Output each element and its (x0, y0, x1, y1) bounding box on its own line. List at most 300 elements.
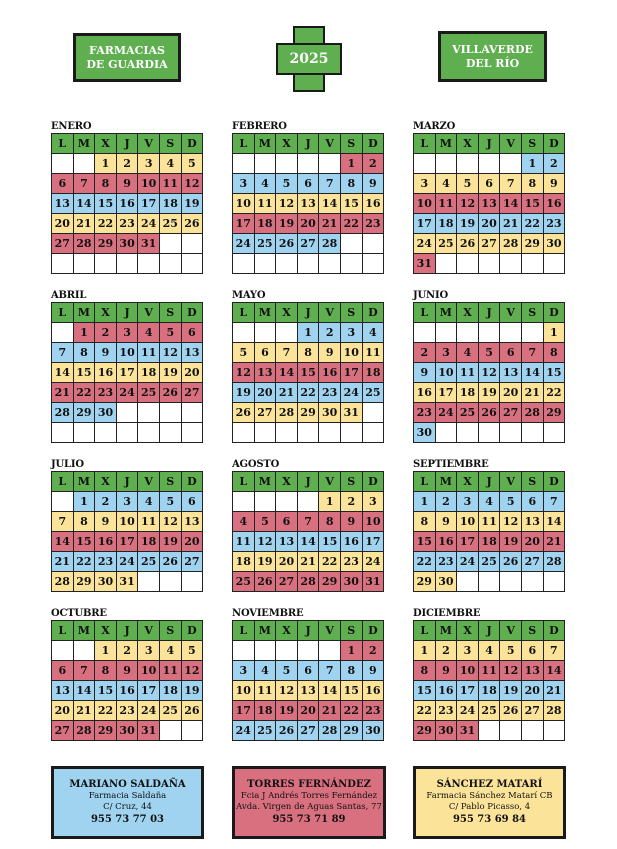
day-cell: 10 (363, 512, 385, 532)
month-name: ENERO (51, 121, 92, 132)
day-cell: 12 (479, 363, 501, 383)
weekday-header: D (544, 472, 566, 492)
day-cell: 2 (117, 154, 139, 174)
weekday-header: J (298, 472, 320, 492)
day-cell: 13 (52, 194, 74, 214)
day-cell: 24 (233, 721, 255, 741)
day-cell: 22 (95, 701, 117, 721)
day-cell: 5 (479, 343, 501, 363)
day-cell: 15 (95, 681, 117, 701)
empty-cell (414, 154, 436, 174)
day-cell: 8 (95, 661, 117, 681)
weekday-header: J (479, 472, 501, 492)
day-cell: 18 (138, 363, 160, 383)
weekday-header: L (52, 472, 74, 492)
day-cell: 14 (522, 363, 544, 383)
month-day-grid (413, 620, 565, 741)
weekday-header: M (436, 472, 458, 492)
day-cell: 8 (341, 174, 363, 194)
day-cell: 29 (414, 572, 436, 592)
day-cell: 16 (117, 194, 139, 214)
day-cell: 1 (319, 492, 341, 512)
day-cell: 25 (255, 721, 277, 741)
day-cell: 8 (341, 661, 363, 681)
day-cell: 18 (363, 363, 385, 383)
empty-cell (255, 323, 277, 343)
weekday-header: X (457, 472, 479, 492)
day-cell: 18 (233, 552, 255, 572)
empty-cell (363, 423, 385, 443)
month-name: AGOSTO (232, 459, 280, 470)
day-cell: 17 (233, 214, 255, 234)
weekday-header: S (341, 134, 363, 154)
weekday-header: L (233, 303, 255, 323)
empty-cell (276, 323, 298, 343)
day-cell: 6 (522, 492, 544, 512)
day-cell: 31 (414, 254, 436, 274)
empty-cell (319, 254, 341, 274)
weekday-header: V (319, 472, 341, 492)
day-cell: 30 (414, 423, 436, 443)
weekday-header: X (95, 303, 117, 323)
empty-cell (363, 403, 385, 423)
day-cell: 15 (95, 194, 117, 214)
empty-cell (522, 254, 544, 274)
pharmacy-name: SÁNCHEZ MATARÍ (436, 779, 543, 790)
day-cell: 26 (500, 701, 522, 721)
day-cell: 10 (457, 512, 479, 532)
month-day-grid (51, 133, 203, 274)
weekday-header: S (522, 472, 544, 492)
day-cell: 23 (341, 552, 363, 572)
day-cell: 10 (233, 194, 255, 214)
day-cell: 24 (457, 552, 479, 572)
empty-cell (117, 423, 139, 443)
day-cell: 21 (74, 214, 96, 234)
empty-cell (138, 403, 160, 423)
day-cell: 2 (436, 641, 458, 661)
day-cell: 7 (276, 343, 298, 363)
day-cell: 21 (319, 701, 341, 721)
day-cell: 19 (233, 383, 255, 403)
weekday-header: M (436, 621, 458, 641)
empty-cell (479, 254, 501, 274)
day-cell: 30 (436, 721, 458, 741)
day-cell: 8 (319, 512, 341, 532)
day-cell: 16 (95, 532, 117, 552)
day-cell: 14 (500, 194, 522, 214)
weekday-header: X (276, 621, 298, 641)
empty-cell (436, 254, 458, 274)
day-cell: 17 (341, 363, 363, 383)
weekday-header: X (95, 621, 117, 641)
weekday-header: M (74, 621, 96, 641)
day-cell: 11 (479, 661, 501, 681)
day-cell: 7 (319, 174, 341, 194)
weekday-header: M (255, 303, 277, 323)
day-cell: 9 (117, 661, 139, 681)
day-cell: 9 (341, 512, 363, 532)
empty-cell (182, 721, 204, 741)
day-cell: 23 (363, 701, 385, 721)
day-cell: 4 (160, 641, 182, 661)
day-cell: 26 (276, 234, 298, 254)
day-cell: 14 (319, 194, 341, 214)
day-cell: 29 (341, 721, 363, 741)
empty-cell (363, 234, 385, 254)
town-box (438, 31, 547, 82)
empty-cell (52, 254, 74, 274)
day-cell: 17 (363, 532, 385, 552)
day-cell: 24 (341, 383, 363, 403)
empty-cell (74, 154, 96, 174)
empty-cell (117, 403, 139, 423)
day-cell: 18 (457, 383, 479, 403)
day-cell: 27 (522, 701, 544, 721)
day-cell: 20 (182, 532, 204, 552)
day-cell: 3 (414, 174, 436, 194)
day-cell: 1 (74, 492, 96, 512)
weekday-header: X (457, 134, 479, 154)
day-cell: 7 (522, 343, 544, 363)
day-cell: 7 (74, 174, 96, 194)
empty-cell (233, 254, 255, 274)
day-cell: 30 (544, 234, 566, 254)
weekday-header: D (363, 303, 385, 323)
day-cell: 4 (233, 512, 255, 532)
empty-cell (544, 721, 566, 741)
empty-cell (138, 254, 160, 274)
day-cell: 22 (522, 214, 544, 234)
title-line-1: FARMACIAS (89, 43, 165, 57)
day-cell: 4 (479, 641, 501, 661)
day-cell: 4 (255, 174, 277, 194)
day-cell: 21 (276, 383, 298, 403)
day-cell: 29 (95, 234, 117, 254)
weekday-header: J (117, 134, 139, 154)
day-cell: 2 (436, 492, 458, 512)
day-cell: 10 (414, 194, 436, 214)
day-cell: 27 (298, 234, 320, 254)
day-cell: 22 (414, 552, 436, 572)
day-cell: 20 (255, 383, 277, 403)
weekday-header: V (138, 621, 160, 641)
day-cell: 19 (479, 383, 501, 403)
day-cell: 6 (182, 323, 204, 343)
weekday-header: M (436, 303, 458, 323)
weekday-header: D (182, 303, 204, 323)
day-cell: 28 (500, 234, 522, 254)
day-cell: 30 (117, 721, 139, 741)
day-cell: 5 (182, 641, 204, 661)
month-abril (51, 290, 203, 443)
day-cell: 18 (436, 214, 458, 234)
day-cell: 2 (363, 154, 385, 174)
day-cell: 15 (74, 363, 96, 383)
day-cell: 6 (500, 343, 522, 363)
day-cell: 11 (233, 532, 255, 552)
day-cell: 28 (544, 701, 566, 721)
day-cell: 15 (298, 363, 320, 383)
day-cell: 7 (500, 174, 522, 194)
weekday-header: M (255, 621, 277, 641)
empty-cell (436, 154, 458, 174)
day-cell: 3 (117, 492, 139, 512)
day-cell: 15 (341, 681, 363, 701)
day-cell: 8 (74, 512, 96, 532)
empty-cell (500, 154, 522, 174)
day-cell: 6 (255, 343, 277, 363)
empty-cell (182, 254, 204, 274)
weekday-header: S (341, 621, 363, 641)
weekday-header: D (363, 472, 385, 492)
day-cell: 5 (182, 154, 204, 174)
day-cell: 19 (500, 681, 522, 701)
day-cell: 21 (522, 383, 544, 403)
day-cell: 23 (414, 403, 436, 423)
weekday-header: L (233, 621, 255, 641)
empty-cell (500, 572, 522, 592)
day-cell: 1 (298, 323, 320, 343)
day-cell: 23 (436, 701, 458, 721)
weekday-header: J (117, 472, 139, 492)
day-cell: 31 (138, 721, 160, 741)
weekday-header: X (276, 134, 298, 154)
day-cell: 1 (522, 154, 544, 174)
day-cell: 13 (298, 194, 320, 214)
weekday-header: J (479, 303, 501, 323)
weekday-header: S (522, 303, 544, 323)
empty-cell (298, 154, 320, 174)
day-cell: 21 (52, 383, 74, 403)
day-cell: 5 (276, 174, 298, 194)
weekday-header: L (414, 303, 436, 323)
day-cell: 22 (74, 383, 96, 403)
day-cell: 14 (52, 532, 74, 552)
month-marzo (413, 121, 565, 274)
day-cell: 12 (160, 512, 182, 532)
day-cell: 21 (500, 214, 522, 234)
day-cell: 19 (500, 532, 522, 552)
day-cell: 29 (74, 572, 96, 592)
empty-cell (522, 323, 544, 343)
month-name: MARZO (413, 121, 456, 132)
weekday-header: X (457, 303, 479, 323)
pharmacy-cross-logo (276, 26, 342, 92)
day-cell: 6 (298, 661, 320, 681)
empty-cell (457, 254, 479, 274)
empty-cell (479, 572, 501, 592)
month-name: FEBRERO (232, 121, 287, 132)
month-day-grid (232, 302, 384, 443)
day-cell: 28 (298, 572, 320, 592)
empty-cell (436, 423, 458, 443)
weekday-header: X (95, 134, 117, 154)
empty-cell (500, 721, 522, 741)
day-cell: 22 (341, 214, 363, 234)
pharmacy-phone: 955 73 77 03 (90, 814, 165, 825)
weekday-header: J (479, 134, 501, 154)
day-cell: 8 (95, 174, 117, 194)
day-cell: 17 (436, 383, 458, 403)
weekday-header: X (457, 621, 479, 641)
day-cell: 7 (52, 343, 74, 363)
day-cell: 24 (414, 234, 436, 254)
day-cell: 29 (544, 403, 566, 423)
day-cell: 26 (160, 383, 182, 403)
day-cell: 15 (414, 681, 436, 701)
empty-cell (276, 254, 298, 274)
town-line-1: VILLAVERDE (452, 42, 533, 56)
day-cell: 20 (52, 214, 74, 234)
empty-cell (319, 154, 341, 174)
weekday-header: M (255, 472, 277, 492)
empty-cell (298, 641, 320, 661)
day-cell: 16 (117, 681, 139, 701)
weekday-header: D (182, 134, 204, 154)
day-cell: 8 (544, 343, 566, 363)
title-line-2: DE GUARDIA (86, 57, 168, 71)
day-cell: 3 (457, 641, 479, 661)
empty-cell (160, 572, 182, 592)
empty-cell (276, 423, 298, 443)
weekday-header: L (414, 134, 436, 154)
day-cell: 25 (457, 403, 479, 423)
day-cell: 5 (500, 641, 522, 661)
day-cell: 28 (319, 234, 341, 254)
empty-cell (479, 721, 501, 741)
month-name: SEPTIEMBRE (413, 459, 489, 470)
weekday-header: S (341, 472, 363, 492)
title-box (73, 33, 181, 82)
day-cell: 14 (544, 661, 566, 681)
weekday-header: J (298, 134, 320, 154)
weekday-header: V (319, 303, 341, 323)
day-cell: 22 (298, 383, 320, 403)
weekday-header: V (138, 472, 160, 492)
day-cell: 22 (341, 701, 363, 721)
empty-cell (52, 641, 74, 661)
day-cell: 8 (74, 343, 96, 363)
day-cell: 23 (95, 552, 117, 572)
day-cell: 6 (52, 174, 74, 194)
day-cell: 13 (255, 363, 277, 383)
day-cell: 28 (52, 403, 74, 423)
day-cell: 17 (138, 681, 160, 701)
day-cell: 6 (479, 174, 501, 194)
day-cell: 2 (414, 343, 436, 363)
month-mayo (232, 290, 384, 443)
month-day-grid (413, 471, 565, 592)
weekday-header: V (500, 472, 522, 492)
weekday-header: L (414, 472, 436, 492)
day-cell: 27 (500, 403, 522, 423)
day-cell: 20 (479, 214, 501, 234)
day-cell: 10 (117, 343, 139, 363)
day-cell: 23 (117, 214, 139, 234)
day-cell: 28 (74, 721, 96, 741)
day-cell: 21 (544, 681, 566, 701)
day-cell: 14 (276, 363, 298, 383)
day-cell: 15 (544, 363, 566, 383)
day-cell: 1 (74, 323, 96, 343)
day-cell: 16 (363, 681, 385, 701)
day-cell: 4 (160, 154, 182, 174)
year-label: 2025 (289, 51, 329, 67)
day-cell: 26 (255, 572, 277, 592)
day-cell: 31 (341, 403, 363, 423)
day-cell: 30 (117, 234, 139, 254)
month-day-grid (51, 302, 203, 443)
day-cell: 20 (500, 383, 522, 403)
empty-cell (233, 492, 255, 512)
day-cell: 3 (436, 343, 458, 363)
day-cell: 1 (414, 492, 436, 512)
weekday-header: L (414, 621, 436, 641)
day-cell: 17 (117, 532, 139, 552)
day-cell: 13 (52, 681, 74, 701)
day-cell: 14 (52, 363, 74, 383)
day-cell: 9 (436, 661, 458, 681)
day-cell: 27 (522, 552, 544, 572)
day-cell: 16 (95, 363, 117, 383)
day-cell: 21 (298, 552, 320, 572)
empty-cell (457, 572, 479, 592)
day-cell: 30 (363, 721, 385, 741)
empty-cell (182, 403, 204, 423)
empty-cell (457, 423, 479, 443)
day-cell: 29 (522, 234, 544, 254)
day-cell: 20 (298, 701, 320, 721)
empty-cell (74, 254, 96, 274)
weekday-header: V (500, 621, 522, 641)
day-cell: 11 (363, 343, 385, 363)
day-cell: 25 (160, 214, 182, 234)
day-cell: 15 (341, 194, 363, 214)
day-cell: 24 (117, 552, 139, 572)
month-junio (413, 290, 565, 443)
empty-cell (522, 572, 544, 592)
day-cell: 29 (414, 721, 436, 741)
empty-cell (363, 254, 385, 274)
day-cell: 16 (363, 194, 385, 214)
day-cell: 13 (276, 532, 298, 552)
empty-cell (522, 721, 544, 741)
weekday-header: S (160, 134, 182, 154)
month-name: MAYO (232, 290, 266, 301)
town-line-2: DEL RÍO (465, 56, 520, 70)
day-cell: 17 (457, 681, 479, 701)
day-cell: 3 (138, 641, 160, 661)
day-cell: 2 (363, 641, 385, 661)
day-cell: 18 (479, 532, 501, 552)
empty-cell (52, 154, 74, 174)
day-cell: 7 (319, 661, 341, 681)
day-cell: 18 (138, 532, 160, 552)
weekday-header: V (500, 134, 522, 154)
weekday-header: S (522, 621, 544, 641)
month-day-grid (51, 471, 203, 592)
day-cell: 29 (319, 572, 341, 592)
empty-cell (544, 423, 566, 443)
day-cell: 5 (160, 323, 182, 343)
weekday-header: V (138, 134, 160, 154)
day-cell: 20 (52, 701, 74, 721)
month-day-grid (232, 471, 384, 592)
empty-cell (52, 492, 74, 512)
day-cell: 26 (479, 403, 501, 423)
pharmacy-card-torres (232, 766, 386, 839)
